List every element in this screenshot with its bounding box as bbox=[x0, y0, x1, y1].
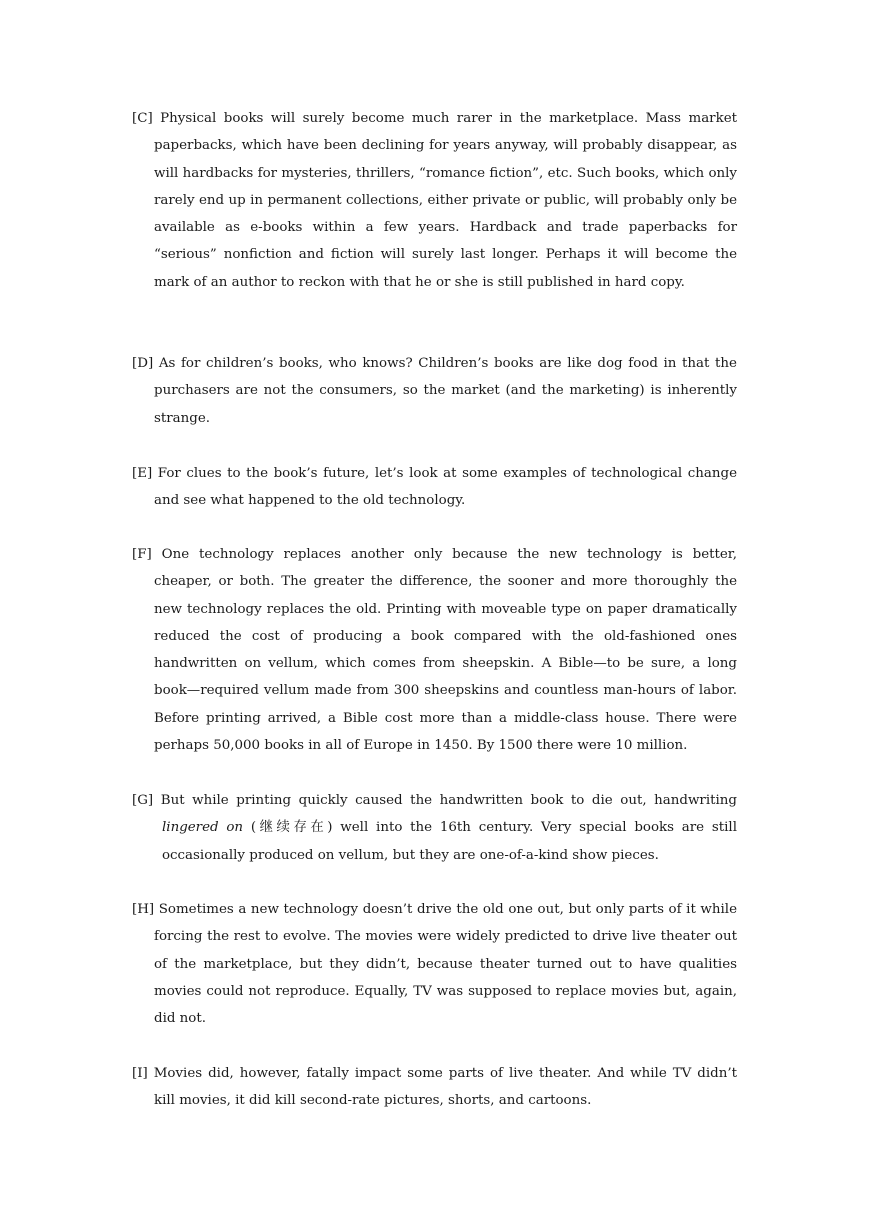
paragraph-text-i: Movies did, however, fatally impact some parts of live theater. And while TV didn’t kill movies, it did kill second-rate pictures, shorts, and cartoons. bbox=[153, 1066, 737, 1109]
paragraph-text-c: Physical books will surely become much rarer in the marketplace. Mass market paperbacks, which have been declining for years anyway, will probably disappear, as will hardbacks for mysteries, thrillers, “romance fiction”, etc. Such books, which only rarely end up in permanent collections, either private or public, will probably only be available as e-books within a few years. Hardback and trade paperbacks for “serious” nonfiction and fiction will surely last longer. Perhaps it will become the mark of an author to reckon with that he or she is still published in hard copy. bbox=[154, 111, 737, 290]
paragraph-label-i: [I] bbox=[132, 1066, 148, 1081]
paragraph-text-g-before: But while printing quickly caused the handwritten book to die out, handwriting bbox=[160, 793, 737, 808]
paragraph-g bbox=[132, 787, 737, 869]
paragraph-label-f: [F] bbox=[132, 547, 152, 562]
paragraph-text-d: As for children’s books, who knows? Children’s books are like dog food in that the purchasers are not the consumers, so the market (and the marketing) is inherently strange. bbox=[154, 356, 737, 426]
paragraph-h bbox=[132, 896, 737, 1032]
paragraph-text-h: Sometimes a new technology doesn’t drive the old one out, but only parts of it while forcing the rest to evolve. The movies were widely predicted to drive live theater out of the marketplace, but they didn’t, because theater turned out to have qualities movies could not reproduce. Equally, TV was supposed to replace movies but, again, did not. bbox=[154, 902, 737, 1027]
paragraph-i bbox=[132, 1060, 737, 1115]
paragraph-e bbox=[132, 460, 737, 515]
paragraph-label-e: [E] bbox=[132, 466, 153, 481]
paragraph-label-c: [C] bbox=[132, 111, 153, 126]
paragraph-text-g-after: (继续存在) well into the 16th century. Very special books are still occasionally produced on vellum, but they are one-of-a-kind show pieces. bbox=[162, 820, 737, 863]
paragraph-label-g: [G] bbox=[132, 793, 154, 808]
paragraph-text-g-italic: lingered on bbox=[162, 820, 244, 836]
paragraph-label-h: [H] bbox=[132, 902, 155, 917]
paragraph-text-f: One technology replaces another only because the new technology is better, cheaper, or both. The greater the difference, the sooner and more thoroughly the new technology replaces the old. Printing with moveable type on paper dramatically reduced the cost of producing a book compared with the old-fashioned ones handwritten on vellum, which comes from sheepskin. A Bible—to be sure, a long book—required vellum made from 300 sheepskins and countless man-hours of labor. Before printing arrived, a Bible cost more than a middle-class house. There were perhaps 50,000 books in all of Europe in 1450. By 1500 there were 10 million. bbox=[154, 547, 737, 754]
paragraph-label-d: [D] bbox=[132, 356, 154, 371]
paragraph-text-e: For clues to the book’s future, let’s look at some examples of technological change and see what happened to the old technology. bbox=[154, 466, 737, 509]
paragraph-d bbox=[132, 350, 737, 432]
paragraph-c bbox=[132, 105, 737, 296]
paragraph-f bbox=[132, 541, 737, 759]
